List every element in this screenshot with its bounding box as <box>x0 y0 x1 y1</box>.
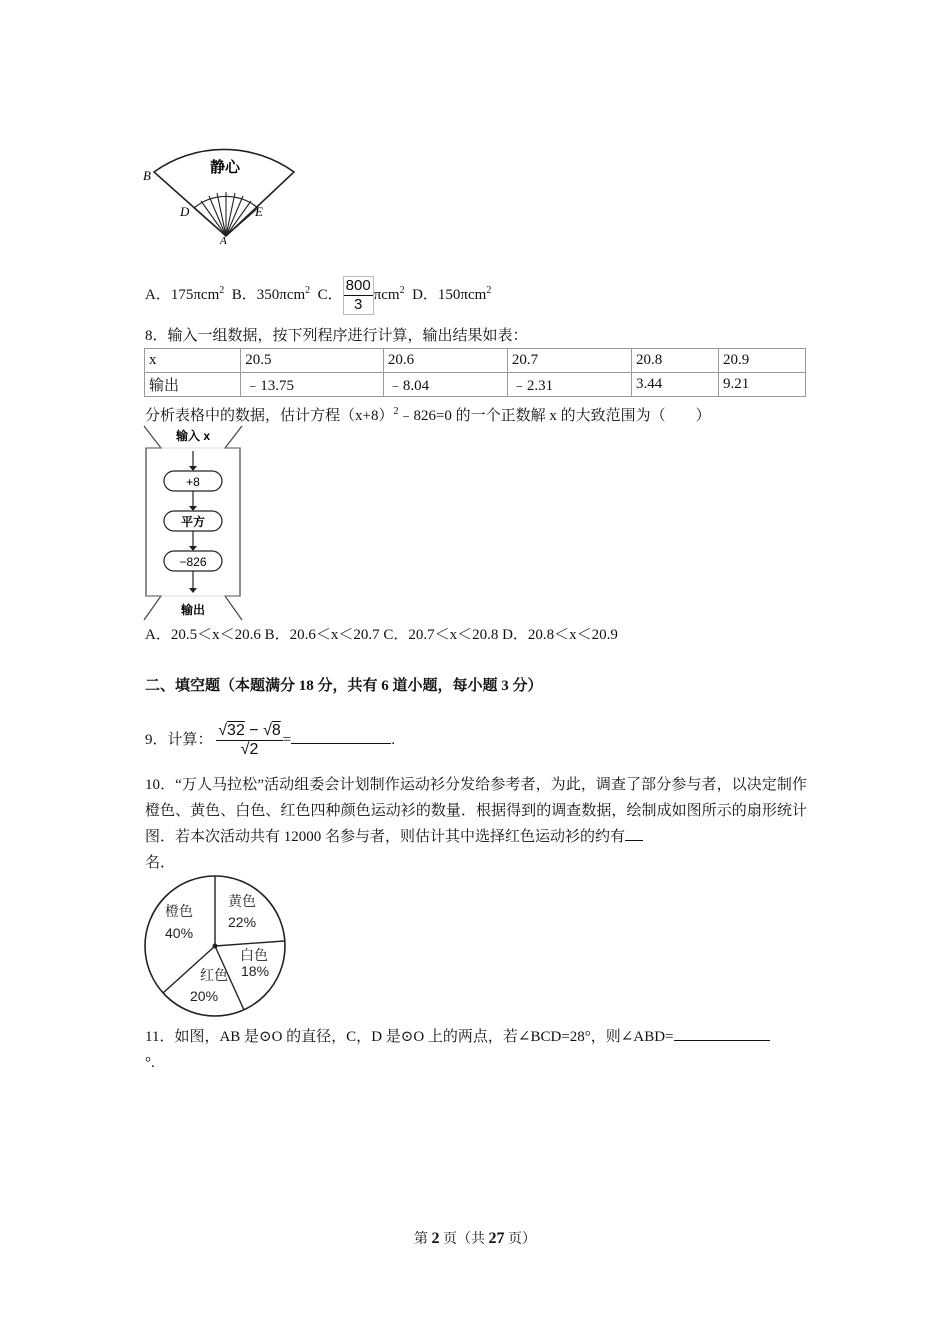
q8-table <box>144 348 806 397</box>
fan-title: 静心 <box>210 159 241 176</box>
fan-label-e: E <box>255 204 263 219</box>
flowchart <box>143 424 243 622</box>
fan-figure <box>140 128 300 246</box>
q9-answer-blank[interactable] <box>291 729 391 744</box>
pie-pct-red: 20% <box>190 988 219 1004</box>
q8-stem: 8．输入一组数据，按下列程序进行计算，输出结果如表： <box>145 328 528 344</box>
q7-fraction: $\frac{800}{3}$ <box>343 276 374 315</box>
table-row: x 20.5 20.6 20.7 20.8 20.9 <box>145 349 806 373</box>
flow-step-subtract-label: −826 <box>179 555 207 569</box>
q11: 11．如图，AB 是⊙O 的直径，C，D 是⊙O 上的两点，若∠BCD=28°，则∠ABD= °. <box>145 1024 807 1076</box>
pie-label-orange: 橙色 <box>165 903 193 919</box>
q9: 9．计算： $\frac{√32 - √8}{√2}$ = . <box>145 722 395 758</box>
pie-pct-yellow: 22% <box>228 914 257 930</box>
q8-options: A．20.5＜x＜20.6 B．20.6＜x＜20.7 C．20.7＜x＜20.8 D．20.8＜x＜20.9 <box>145 627 618 643</box>
fan-label-b: B <box>143 168 151 183</box>
pie-label-red: 红色 <box>200 967 228 983</box>
pie-pct-orange: 40% <box>165 925 194 941</box>
page-number: 第 2 页（共 27 页） <box>414 1230 536 1247</box>
pie-label-yellow: 黄色 <box>228 893 256 909</box>
pie-pct-white: 18% <box>241 963 270 979</box>
flow-step-add-label: +8 <box>186 475 200 489</box>
q10: 10．“万人马拉松”活动组委会计划制作运动衫分发给参考者，为此，调查了部分参与者，以决定制作橙色、黄色、白色、红色四种颜色运动衫的数量．根据得到的调查数据，绘制成如图所示的扇形统计图．若本次活动共有 12000 名参与者，则估计其中选择红色运动衫的约有 名． <box>145 777 807 871</box>
q9-fraction: $\frac{√32 - √8}{√2}$ <box>218 722 281 758</box>
q11-answer-blank[interactable] <box>674 1026 770 1041</box>
flow-output-label: 输出 <box>180 603 206 617</box>
q7-options: A．175πcm$^2$ B．350πcm$^2$ C． $\frac{800}{3}$ πcm$^2$ D．150πcm$^2$ <box>145 277 492 313</box>
flow-step-square-label: 平方 <box>180 515 206 529</box>
section-title: 二、填空题（本题满分 18 分，共有 6 道小题，每小题 3 分） <box>145 678 543 694</box>
flow-input-label: 输入 x <box>175 429 211 443</box>
table-row: 输出 ﹣13.75 ﹣8.04 ﹣2.31 3.44 9.21 <box>145 373 806 397</box>
q8-analysis: 分析表格中的数据，估计方程$(x+8)^2﹣826=0$ 的一个正数解 x 的大致范围为（ ） <box>145 406 711 424</box>
pie-label-white: 白色 <box>240 947 268 963</box>
fan-label-a: A <box>220 235 227 246</box>
pie-chart <box>140 872 290 1022</box>
fan-label-d: D <box>180 204 190 219</box>
q10-answer-blank[interactable] <box>625 826 643 841</box>
